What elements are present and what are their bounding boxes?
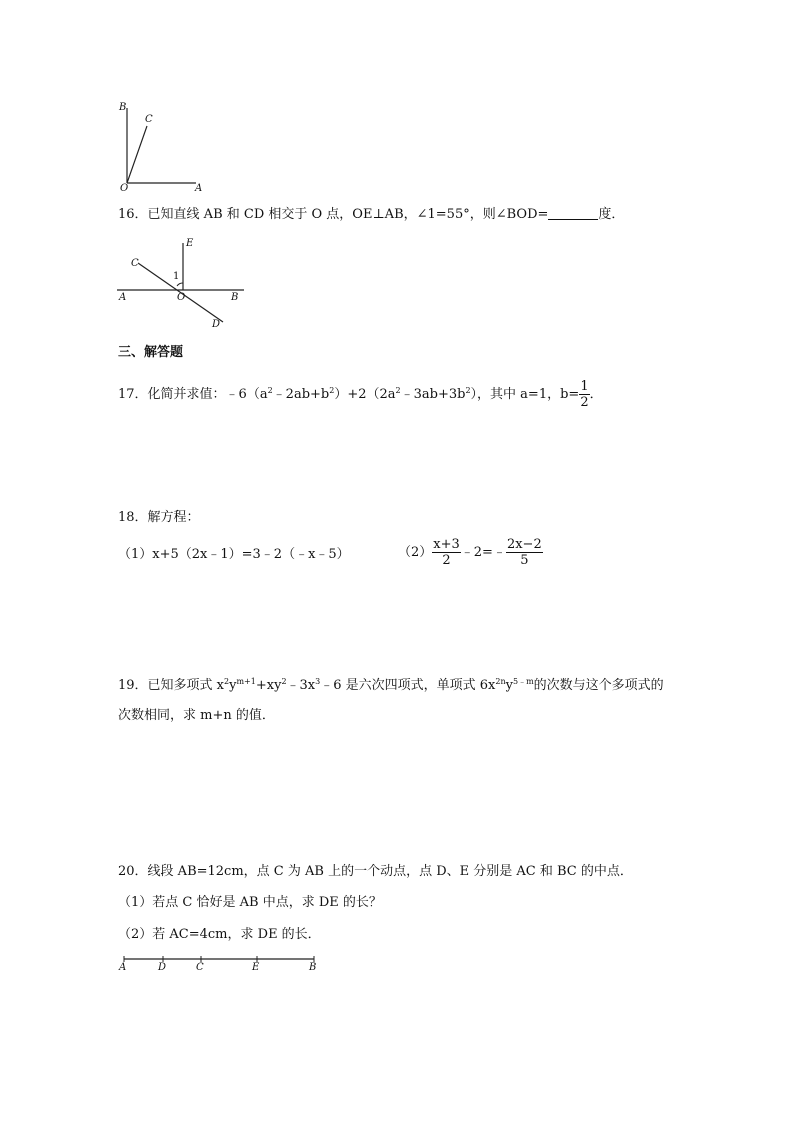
question-16: [118, 207, 624, 223]
label-A: A: [195, 183, 203, 194]
q20-part-2: （2）若 AC=4cm，求 DE 的长．: [118, 927, 321, 942]
label-C: C: [131, 258, 139, 269]
expr-part: y: [505, 678, 513, 693]
label-B: B: [119, 102, 127, 113]
equation-middle: ﹣2=﹣: [460, 545, 506, 560]
question-19: [118, 678, 664, 694]
label-C: C: [196, 962, 204, 973]
fraction-denominator: 2: [580, 395, 589, 410]
expr-part: y: [229, 678, 237, 693]
exponent: 2: [465, 386, 471, 395]
fraction-numerator: 2x−2: [506, 537, 542, 552]
expr-part: 已知多项式 x: [147, 678, 225, 693]
label-A: A: [119, 292, 127, 303]
question-19-line-2: 次数相同，求 m+n 的值．: [118, 708, 275, 723]
exponent: 2: [395, 386, 401, 395]
question-suffix: 度．: [598, 207, 625, 222]
expr-part: ﹣6 是六次四项式，单项式 6x: [320, 678, 496, 693]
angle-figure-q15: [110, 100, 220, 195]
label-1: 1: [173, 271, 180, 282]
angle-1-arc: [177, 283, 183, 286]
question-17: [118, 379, 603, 410]
question-number: 18．: [118, 510, 148, 525]
question-number: 20．: [118, 864, 148, 879]
exponent: 2n: [495, 677, 506, 686]
fraction-denominator: 5: [520, 553, 529, 568]
fraction-1: [432, 537, 461, 568]
label-O: O: [120, 183, 129, 194]
question-text: 已知直线 AB 和 CD 相交于 O 点，OE⊥AB，∠1=55°，则∠BOD=: [147, 207, 549, 222]
section-title: 三、解答题: [118, 345, 184, 360]
expr-part: ﹣3ab+3b: [400, 387, 466, 402]
exponent: 5﹣m: [512, 677, 534, 686]
fraction-b: [579, 379, 589, 410]
exponent: 3: [315, 677, 321, 686]
expr-part: ），其中 a=1，b=: [470, 387, 580, 402]
exponent: 2: [281, 677, 287, 686]
q18-part-1: （1）x+5（2x﹣1）=3﹣2（﹣x﹣5）: [118, 547, 350, 562]
exponent: 2: [267, 386, 273, 395]
part-label: （2）: [398, 545, 433, 560]
label-C: C: [145, 114, 153, 125]
fraction-2: [506, 537, 543, 568]
intersecting-lines-figure-q16: [115, 236, 250, 331]
expr-part: 的次数与这个多项式的: [533, 678, 664, 693]
expr-part: ）+2（2a: [334, 387, 396, 402]
exponent: 2: [224, 677, 230, 686]
answer-blank: [548, 207, 598, 220]
exponent: 2: [329, 386, 335, 395]
label-E: E: [252, 962, 260, 973]
label-B: B: [309, 962, 317, 973]
label-D: D: [212, 319, 221, 330]
expr-part: ﹣2ab+b: [272, 387, 330, 402]
expr-part: ﹣3x: [286, 678, 316, 693]
label-E: E: [186, 238, 194, 249]
label-D: D: [158, 962, 167, 973]
fraction-numerator: x+3: [433, 537, 460, 552]
question-number: 19．: [118, 678, 148, 693]
exponent: m+1: [236, 677, 256, 686]
question-number: 16．: [118, 207, 148, 222]
question-20: [118, 864, 633, 880]
question-18: [118, 510, 200, 526]
q20-part-1: （1）若点 C 恰好是 AB 中点，求 DE 的长？: [118, 895, 382, 910]
label-O: O: [177, 292, 186, 303]
ray-OC: [127, 126, 147, 183]
expr-part: 化简并求值：﹣6（a: [147, 387, 268, 402]
fraction-numerator: 1: [580, 379, 589, 394]
question-number: 17．: [118, 387, 148, 402]
expr-part: +xy: [255, 678, 282, 693]
question-text: 线段 AB=12cm，点 C 为 AB 上的一个动点，点 D、E 分别是 AC 和 BC 的中点．: [147, 864, 633, 879]
expr-end: ．: [589, 387, 603, 402]
label-B: B: [231, 292, 239, 303]
label-A: A: [119, 962, 127, 973]
q18-part-2: [398, 537, 543, 568]
fraction-denominator: 2: [442, 553, 451, 568]
question-title: 解方程：: [147, 510, 200, 525]
segment-figure-q20: [115, 950, 325, 976]
